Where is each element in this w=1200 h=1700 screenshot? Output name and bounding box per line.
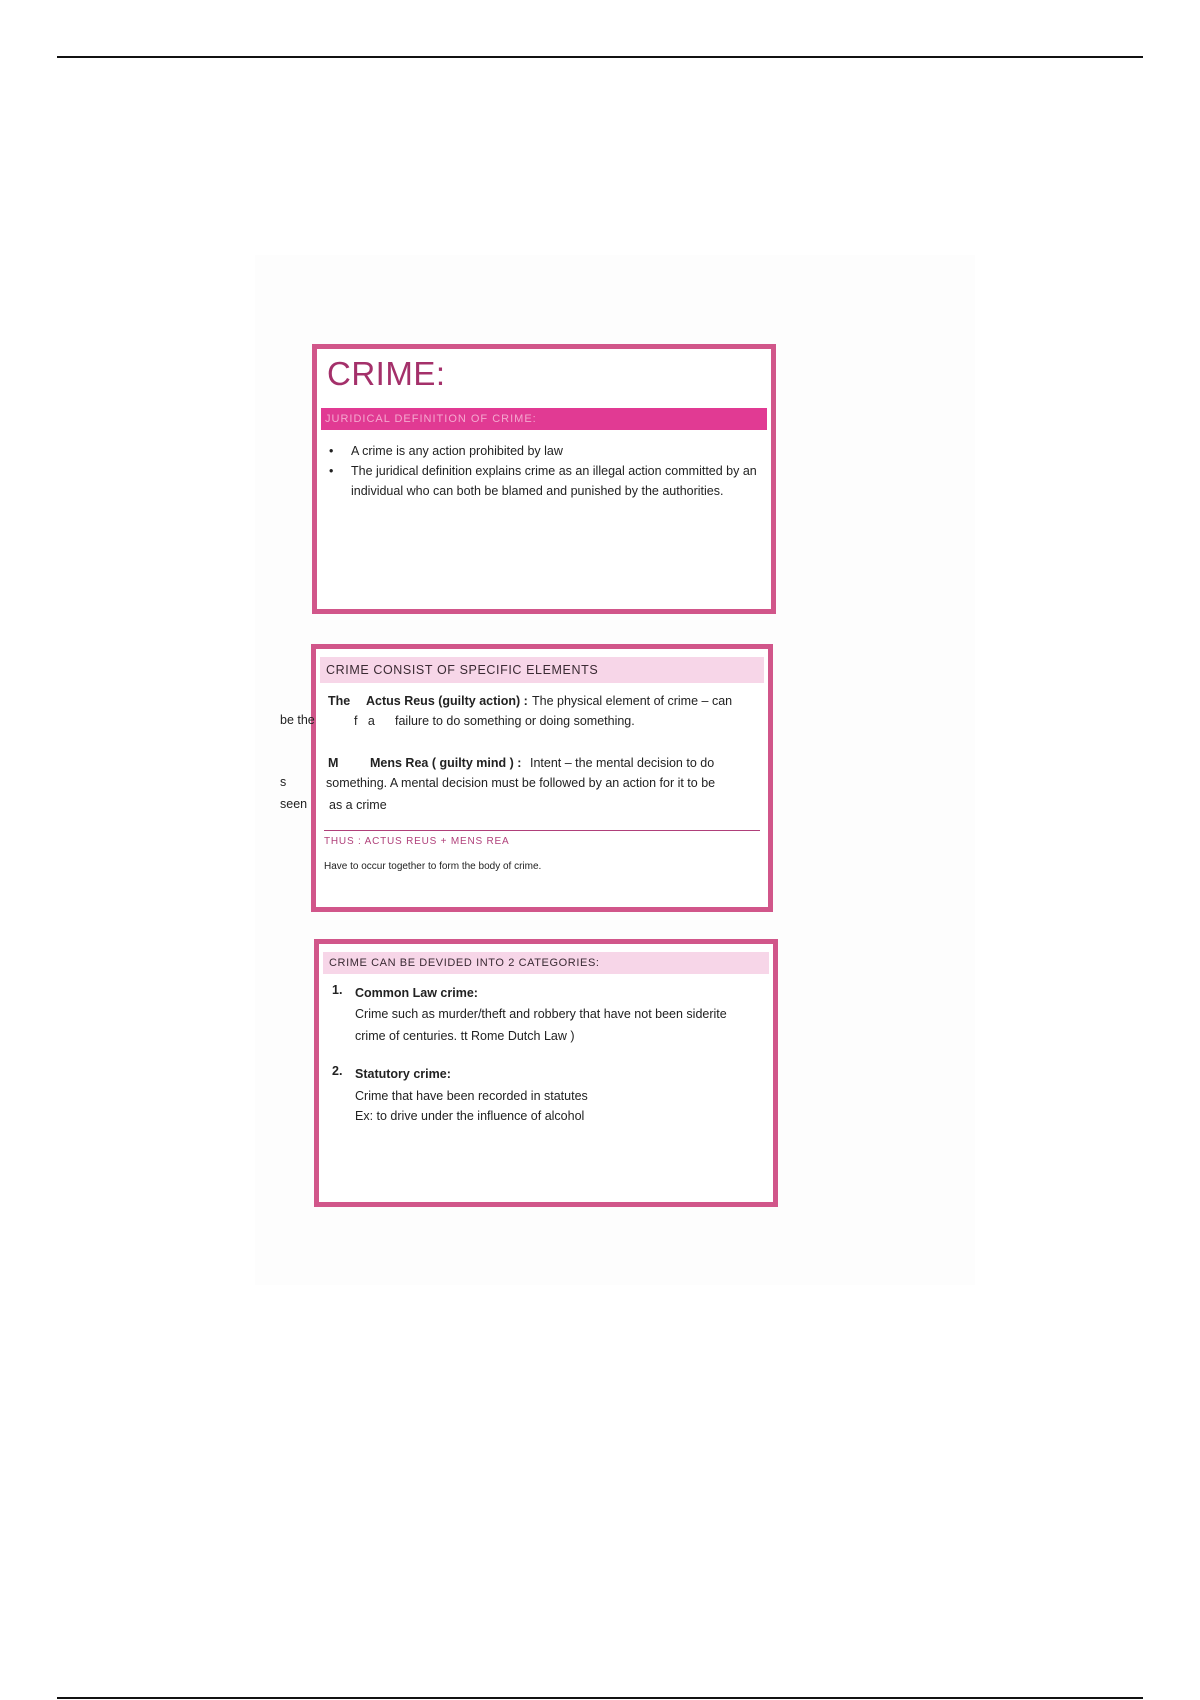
actus-prefix: The — [328, 694, 351, 708]
summary-heading: THUS : ACTUS REUS + MENS REA — [324, 836, 510, 847]
crime-elements-card — [311, 644, 773, 912]
footer-rule — [57, 1697, 1143, 1699]
actus-heading: Actus Reus (guilty action) : — [366, 694, 528, 708]
section-band: CRIME CAN BE DEVIDED INTO 2 CATEGORIES: — [323, 952, 769, 974]
category-heading: Common Law crime: — [355, 986, 478, 1000]
item-number: 1. — [332, 983, 343, 997]
mens-heading: Mens Rea ( guilty mind ) : — [370, 756, 522, 770]
card-title: CRIME: — [327, 355, 446, 392]
section-band: JURIDICAL DEFINITION OF CRIME: — [321, 408, 767, 430]
header-rule — [57, 56, 1143, 58]
margin-fragment: seen — [280, 797, 308, 811]
category-text: Crime that have been recorded in statutes — [355, 1089, 588, 1103]
actus-text: The physical element of crime – can — [532, 694, 733, 708]
category-heading: Statutory crime: — [355, 1067, 451, 1081]
category-text: Crime such as murder/theft and robbery that have not been siderite — [355, 1007, 727, 1021]
section-band: CRIME CONSIST OF SPECIFIC ELEMENTS — [320, 657, 764, 683]
mens-text: Intent – the mental decision to do — [530, 756, 715, 770]
mens-text-line3: as a crime — [329, 798, 387, 812]
category-text: crime of centuries. tt Rome Dutch Law ) — [355, 1029, 575, 1043]
divider — [324, 830, 760, 831]
crime-categories-card — [314, 939, 778, 1207]
actus-fragment: f a — [354, 714, 375, 728]
mens-prefix: M — [328, 756, 339, 770]
definition-list — [327, 441, 757, 501]
margin-fragment: be the — [280, 713, 315, 727]
category-text: Ex: to drive under the influence of alcohol — [355, 1109, 585, 1123]
mens-text-line2: something. A mental decision must be followed by an action for it to be — [326, 776, 716, 790]
actus-text-line2: failure to do something or doing something. — [395, 714, 635, 728]
summary-note: Have to occur together to form the body of crime. — [324, 861, 542, 872]
crime-definition-card — [312, 344, 776, 614]
margin-fragment: s — [280, 775, 287, 789]
list-item: • The juridical definition explains crime as an illegal action committed by an individual who can both be blamed and punished by the authorities. — [327, 461, 757, 501]
item-number: 2. — [332, 1064, 343, 1078]
list-item: • A crime is any action prohibited by law — [327, 441, 757, 461]
